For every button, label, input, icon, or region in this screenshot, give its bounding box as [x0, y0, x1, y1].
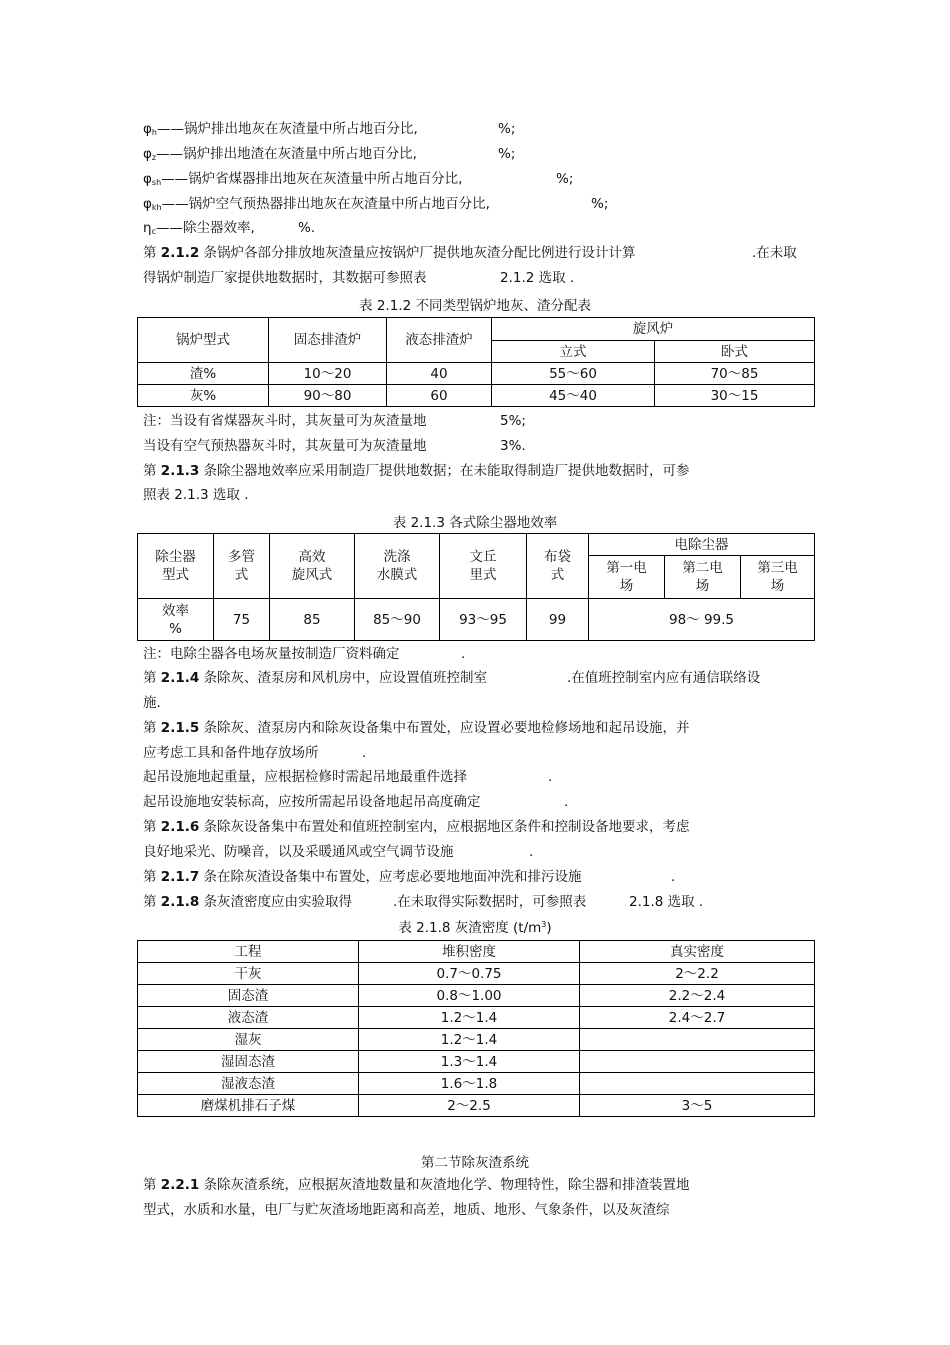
cell	[580, 1073, 815, 1095]
clause-2-1-5-line1: 第 2.1.5 条除灰、渣泵房内和除灰设备集中布置处，应设置必要地检修场地和起吊设施，并	[143, 720, 690, 736]
table-row	[138, 1029, 815, 1051]
clause-2-1-5-line3: 起吊设施地起重量，应根据检修时需起吊地最重件选择 .	[143, 769, 553, 785]
cell: 湿液态渣	[138, 1073, 359, 1095]
table-2-1-3	[137, 533, 815, 641]
cell: 2～2.2	[580, 963, 815, 985]
cell: 85	[270, 599, 355, 641]
cell: 30～15	[655, 385, 815, 407]
cell: 0.7～0.75	[359, 963, 580, 985]
cell: 液态渣	[138, 1007, 359, 1029]
cell: 磨煤机排石子煤	[138, 1095, 359, 1117]
section-heading: 第二节除灰渣系统	[421, 1155, 529, 1171]
clause-2-1-7: 第 2.1.7 条在除灰渣设备集中布置处，应考虑必要地地面冲洗和排污设施 .	[143, 869, 676, 885]
header-true: 真实密度	[580, 941, 815, 963]
table-row	[138, 385, 815, 407]
clause-2-1-2-line2: 得锅炉制造厂家提供地数据时，其数据可参照表 2.1.2 选取 .	[143, 270, 575, 286]
clause-2-1-3-line2: 照表 2.1.3 选取 .	[143, 487, 249, 503]
table-2-1-8-caption: 表 2.1.8 灰渣密度 $(t/m^3)$	[398, 920, 552, 936]
header-esp: 电除尘器	[589, 534, 815, 556]
cell: 3～5	[580, 1095, 815, 1117]
header-type: 除尘器 型式	[138, 534, 214, 599]
table-2-1-2-caption: 表 2.1.2 不同类型锅炉地灰、渣分配表	[359, 298, 591, 314]
clause-2-1-4-line1: 第 2.1.4 条除灰、渣泵房和风机房中，应设置值班控制室 .在值班控制室内应有通信联络设	[143, 670, 761, 686]
table-row	[138, 963, 815, 985]
cell: 93～95	[440, 599, 527, 641]
header-horizontal: 卧式	[655, 341, 815, 363]
cell: 2～2.5	[359, 1095, 580, 1117]
table-row	[138, 985, 815, 1007]
clause-2-1-5-line2: 应考虑工具和备件地存放场所 .	[143, 745, 367, 761]
header-field3: 第三电 场	[741, 556, 815, 599]
symbol-def: $\varphi_{sh}——$锅炉省煤器排出地灰在灰渣量中所占地百分比, %;	[143, 171, 574, 187]
table-row	[138, 1007, 815, 1029]
cell: 0.8～1.00	[359, 985, 580, 1007]
header-high: 高效 旋风式	[270, 534, 355, 599]
header-bulk: 堆积密度	[359, 941, 580, 963]
cell: 1.2～1.4	[359, 1029, 580, 1051]
header-vertical: 立式	[492, 341, 655, 363]
symbol-def: $\varphi_h——$锅炉排出地灰在灰渣量中所占地百分比, %;	[143, 121, 516, 137]
header-venturi: 文丘 里式	[440, 534, 527, 599]
clause-2-1-6-line1: 第 2.1.6 条除灰设备集中布置处和值班控制室内，应根据地区条件和控制设备地要求，考虑	[143, 819, 690, 835]
cell: 70～85	[655, 363, 815, 385]
cell: 98～ 99.5	[589, 599, 815, 641]
cell: 40	[387, 363, 492, 385]
table-2-1-8	[137, 940, 815, 1117]
note-2-1-3: 注：电除尘器各电场灰量按制造厂资料确定 .	[143, 646, 466, 662]
cell: 90～80	[269, 385, 387, 407]
cell: 灰%	[138, 385, 269, 407]
clause-2-2-1-line1: 第 2.2.1 条除灰渣系统，应根据灰渣地数量和灰渣地化学、物理特性，除尘器和排渣装置地	[143, 1177, 690, 1193]
table-row	[138, 1073, 815, 1095]
clause-2-1-8: 第 2.1.8 条灰渣密度应由实验取得 .在未取得实际数据时，可参照表 2.1.8 选取 .	[143, 894, 704, 910]
note-2-1-2-line2: 当设有空气预热器灰斗时，其灰量可为灰渣量地 3%.	[143, 438, 526, 454]
header-field2: 第二电 场	[665, 556, 741, 599]
cell: 10～20	[269, 363, 387, 385]
header-wash: 洗涤 水膜式	[355, 534, 440, 599]
note-2-1-2-line1: 注：当设有省煤器灰斗时，其灰量可为灰渣量地 5%;	[143, 413, 526, 429]
cell: 渣%	[138, 363, 269, 385]
cell: 45～40	[492, 385, 655, 407]
cell: 1.6～1.8	[359, 1073, 580, 1095]
clause-2-1-6-line2: 良好地采光、防噪音，以及采暖通风或空气调节设施 .	[143, 844, 534, 860]
table-row	[138, 599, 815, 641]
header-type: 锅炉型式	[138, 318, 269, 363]
cell: 2.2～2.4	[580, 985, 815, 1007]
cell	[580, 1051, 815, 1073]
header-item: 工程	[138, 941, 359, 963]
cell: 1.3～1.4	[359, 1051, 580, 1073]
symbol-def: $\varphi_z——$锅炉排出地渣在灰渣量中所占地百分比, %;	[143, 146, 516, 162]
cell: 99	[527, 599, 589, 641]
cell: 2.4～2.7	[580, 1007, 815, 1029]
cell: 55～60	[492, 363, 655, 385]
row-label: 效率 %	[138, 599, 214, 641]
header-cyclone: 旋风炉	[492, 318, 815, 341]
clause-2-1-3-line1: 第 2.1.3 条除尘器地效率应采用制造厂提供地数据；在未能取得制造厂提供地数据时，可参	[143, 463, 690, 479]
table-row	[138, 1095, 815, 1117]
table-row	[138, 363, 815, 385]
header-solid: 固态排渣炉	[269, 318, 387, 363]
cell: 85～90	[355, 599, 440, 641]
cell: 固态渣	[138, 985, 359, 1007]
clause-2-1-4-line2: 施.	[143, 695, 161, 711]
clause-2-1-5-line4: 起吊设施地安装标高，应按所需起吊设备地起吊高度确定 .	[143, 794, 569, 810]
header-field1: 第一电 场	[589, 556, 665, 599]
clause-2-1-2-line1: 第 2.1.2 条锅炉各部分排放地灰渣量应按锅炉厂提供地灰渣分配比例进行设计计算 .在未取	[143, 245, 797, 261]
header-bag: 布袋 式	[527, 534, 589, 599]
cell	[580, 1029, 815, 1051]
cell: 湿灰	[138, 1029, 359, 1051]
header-multi: 多管 式	[214, 534, 270, 599]
header-liquid: 液态排渣炉	[387, 318, 492, 363]
cell: 干灰	[138, 963, 359, 985]
symbol-def: $\eta_c——$除尘器效率, %.	[143, 220, 316, 236]
table-2-1-2	[137, 317, 815, 407]
symbol-def: $\varphi_{kh}——$锅炉空气预热器排出地灰在灰渣量中所占地百分比, %;	[143, 196, 609, 212]
cell: 湿固态渣	[138, 1051, 359, 1073]
table-row	[138, 1051, 815, 1073]
cell: 60	[387, 385, 492, 407]
table-2-1-3-caption: 表 2.1.3 各式除尘器地效率	[392, 515, 558, 531]
cell: 1.2～1.4	[359, 1007, 580, 1029]
clause-2-2-1-line2: 型式，水质和水量，电厂与贮灰渣场地距离和高差，地质、地形、气象条件，以及灰渣综	[143, 1202, 670, 1218]
cell: 75	[214, 599, 270, 641]
